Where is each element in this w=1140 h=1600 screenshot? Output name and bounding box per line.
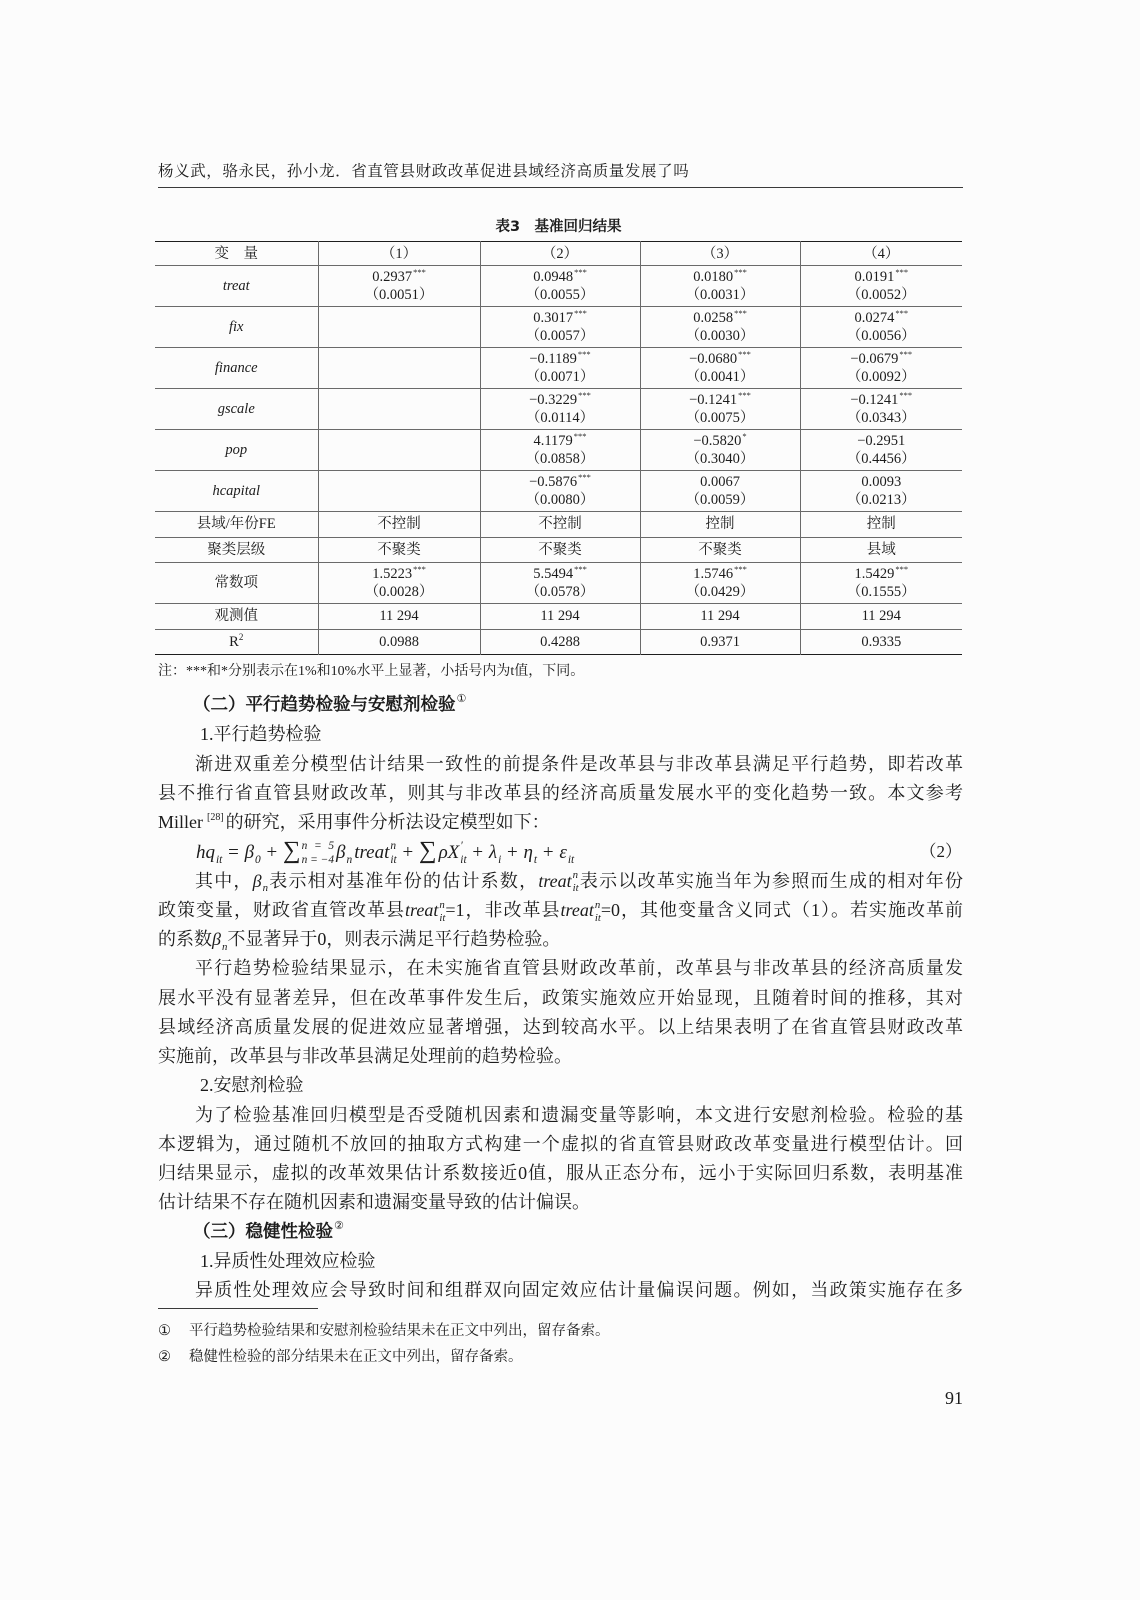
table-cell [640, 266, 800, 307]
subscript: it [460, 854, 467, 867]
table-row [155, 266, 962, 307]
page-number: 91 [945, 1388, 963, 1408]
table-note: 注：***和*分别表示在1%和10%水平上显著，小括号内为t值，下同。 [158, 664, 585, 679]
math-scripts [302, 840, 334, 867]
significance-stars: *** [734, 267, 747, 277]
coefficient: 0.0191*** [854, 267, 909, 285]
table-cell: 0.4288 [480, 629, 640, 655]
footnote [158, 1318, 963, 1344]
row-label: 聚类层级 [155, 537, 318, 563]
citation-ref: [28] [207, 812, 224, 823]
math-symbol [196, 841, 223, 867]
math-variable: treat [560, 899, 594, 920]
row-label: gscale [155, 389, 318, 430]
coefficient: 0.0258*** [693, 308, 747, 326]
regression-table [155, 241, 962, 655]
text-run: =0，其他变量含义同式（1）。若实施改革前 [600, 899, 963, 920]
math-variable: hq [196, 841, 215, 863]
significance-stars: *** [899, 390, 913, 400]
table-cell [800, 563, 962, 604]
coefficient: 0.2937*** [372, 267, 426, 285]
row-label: $R^2$ [155, 629, 318, 655]
subscript: it [439, 911, 446, 924]
header-rule [158, 187, 963, 188]
table-row [155, 430, 962, 471]
text-run: + [397, 841, 418, 863]
coefficient: −0.1241*** [689, 390, 751, 408]
significance-stars: *** [578, 472, 591, 482]
subscript: it [567, 854, 575, 867]
row-label: pop [155, 430, 318, 471]
table-cell [480, 307, 640, 348]
paragraph-line: 县域经济高质量发展的促进效应显著增强，达到较高水平。以上结果表明了在省直管县财政改革 [158, 1016, 963, 1037]
standard-error: （0.0071） [525, 369, 595, 385]
math-variable: β [212, 929, 221, 949]
standard-error: （0.0051） [364, 287, 434, 303]
significance-stars: *** [738, 349, 751, 359]
standard-error: （0.0858） [525, 451, 595, 467]
paragraph-line: 异质性处理效应会导致时间和组群双向固定效应估计量偏误问题。例如，当政策实施存在多 [195, 1280, 963, 1300]
table-cell [640, 430, 800, 471]
table-cell: 11 294 [640, 604, 800, 630]
table-cell: 11 294 [800, 604, 962, 630]
subscript: 0 [255, 854, 261, 867]
standard-error: （0.0052） [846, 287, 916, 303]
table-row [155, 629, 962, 655]
subscript: it [216, 854, 223, 867]
standard-error: （0.0092） [846, 369, 916, 385]
significance-stars: * [742, 431, 747, 441]
section-heading [158, 1218, 963, 1247]
standard-error: （0.0030） [685, 328, 755, 344]
standard-error: （0.0080） [525, 492, 595, 508]
significance-stars: *** [574, 564, 587, 574]
subsection-heading: 1.异质性处理效应检验 [200, 1250, 376, 1271]
math-symbol [438, 840, 467, 867]
table-cell [318, 471, 480, 512]
summation-sign: ∑ [418, 836, 437, 864]
table-cell [800, 471, 962, 512]
subsection-heading: 1.平行趋势检验 [200, 724, 322, 745]
math-scripts [347, 840, 353, 867]
math-variable: β [252, 870, 262, 891]
coefficient: −0.5820* [693, 431, 747, 449]
coefficient: 0.0948*** [533, 267, 587, 285]
table-row [155, 512, 962, 538]
text-run: =1，非改革县 [445, 899, 561, 920]
math-symbol [488, 841, 502, 867]
superscript [498, 840, 501, 854]
significance-stars: *** [577, 349, 591, 359]
superscript [347, 840, 353, 854]
superscript [568, 840, 574, 854]
standard-error: （0.0059） [685, 492, 755, 508]
standard-error: （0.0031） [685, 287, 755, 303]
standard-error: （0.1555） [846, 584, 916, 600]
significance-stars: *** [899, 349, 913, 359]
math-variable: treat [354, 841, 390, 863]
text-run: = [223, 841, 244, 863]
paragraph-line: 渐进双重差分模型估计结果一致性的前提条件是改革县与非改革县满足平行趋势，即若改革 [195, 753, 963, 774]
coefficient: 4.1179*** [533, 431, 587, 449]
table-cell: 县域 [800, 537, 962, 563]
subscript: it [594, 911, 601, 924]
text-run: 不显著异于0，则表示满足平行趋势检验。 [227, 929, 561, 949]
row-label: finance [155, 348, 318, 389]
paragraph-line [158, 808, 963, 837]
math-scripts [498, 840, 501, 867]
subscript: t [533, 854, 538, 867]
superscript [216, 840, 222, 854]
table-row [155, 348, 962, 389]
table-cell: 控制 [640, 512, 800, 538]
table-row [155, 389, 962, 430]
footnote-text: 平行趋势检验结果和安慰剂检验结果未在正文中列出，留存备索。 [189, 1323, 610, 1339]
standard-error: （0.4456） [846, 451, 916, 467]
paragraph-line [158, 925, 963, 954]
table-cell [800, 348, 962, 389]
standard-error: （0.0056） [846, 328, 916, 344]
subscript: n = −4 [301, 854, 335, 867]
standard-error: （0.0055） [525, 287, 595, 303]
superscript [255, 840, 261, 854]
coefficient: 0.0180*** [693, 267, 747, 285]
table-cell [480, 563, 640, 604]
footnote-ref: ② [334, 1218, 344, 1232]
text-run: 的研究，采用事件分析法设定模型如下： [225, 812, 550, 832]
table-cell: 不聚类 [640, 537, 800, 563]
math-variable: β [336, 841, 346, 863]
math-variable: ρX [438, 841, 460, 863]
table-cell [480, 471, 640, 512]
math-scripts [390, 840, 396, 867]
subscript: n [262, 882, 269, 895]
table-cell [318, 563, 480, 604]
table-cell: 11 294 [480, 604, 640, 630]
paragraph-line: 平行趋势检验结果显示，在未实施省直管县财政改革前，改革县与非改革县的经济高质量发 [195, 958, 963, 979]
math-scripts [216, 840, 222, 867]
table-cell [318, 266, 480, 307]
superscript: n [572, 869, 579, 882]
table-cell [640, 348, 800, 389]
column-header: （3） [640, 242, 800, 266]
subscript: it [390, 854, 397, 867]
text-run: + [467, 841, 488, 863]
footnote-mark: ② [158, 1349, 171, 1365]
summation [418, 836, 437, 864]
standard-error: （0.0213） [846, 492, 916, 508]
table-row [155, 604, 962, 630]
standard-error: （0.0057） [525, 328, 595, 344]
table-cell [318, 348, 480, 389]
significance-stars: *** [895, 308, 909, 318]
section-heading-text: （三）稳健性检验 [193, 1221, 333, 1242]
footnote [158, 1344, 963, 1370]
standard-error: （0.0075） [685, 410, 755, 426]
math-symbol [336, 841, 353, 867]
paragraph-line: 归结果显示，虚拟的改革效果估计系数接近0值，服从正态分布，远小于实际回归系数，表明基准 [158, 1163, 963, 1183]
math-symbol [354, 840, 397, 867]
table-cell [480, 389, 640, 430]
coefficient: −0.0679*** [850, 349, 913, 367]
superscript: n [594, 898, 601, 911]
text-run: + [538, 841, 559, 863]
standard-error: （0.0028） [364, 584, 434, 600]
coefficient: 0.0067 [700, 474, 740, 490]
significance-stars: *** [413, 564, 426, 574]
text-run: 政策变量，财政省直管改革县 [158, 899, 406, 920]
subsection-heading: 2.安慰剂检验 [200, 1075, 304, 1096]
equation [195, 836, 575, 868]
row-label: 观测值 [155, 604, 318, 630]
footnotes [158, 1318, 963, 1370]
math-variable: β [244, 841, 255, 863]
coefficient: 0.0274*** [854, 308, 909, 326]
table-cell [800, 266, 962, 307]
subscript: i [498, 854, 502, 867]
math-symbol [212, 929, 228, 953]
table-cell: 0.9371 [640, 629, 800, 655]
subscript: n [346, 854, 353, 867]
paragraph-line [158, 896, 963, 925]
section-heading [158, 691, 963, 720]
footnote-ref: ① [456, 692, 467, 705]
superscript: n = 5 [301, 840, 335, 853]
table-cell [640, 563, 800, 604]
math-symbol [538, 869, 579, 895]
coefficient: 5.5494*** [533, 564, 587, 582]
paragraph-line: 为了检验基准回归模型是否受随机因素和遗漏变量等影响，本文进行安慰剂检验。检验的基 [195, 1104, 963, 1125]
coefficient: −0.0680*** [689, 349, 751, 367]
superscript: n [439, 898, 445, 911]
variable-header: 变 量 [214, 245, 258, 262]
coefficient: −0.3229*** [529, 390, 591, 408]
table-body [155, 242, 962, 655]
paragraph-line: 本逻辑为，通过随机不放回的抽取方式构建一个虚拟的省直管县财政改革变量进行模型估计。回 [158, 1133, 963, 1154]
table-cell: 不控制 [480, 512, 640, 538]
row-label: fix [155, 307, 318, 348]
table-cell: 0.9335 [800, 629, 962, 655]
text-run: + [502, 841, 523, 863]
footnote-rule [158, 1308, 318, 1309]
significance-stars: *** [895, 564, 909, 574]
math-variable: η [523, 841, 533, 863]
math-symbol [560, 898, 601, 924]
text-run: 表示相对基准年份的估计系数， [268, 870, 539, 891]
superscript: ′ [460, 840, 463, 853]
coefficient: 1.5429*** [854, 564, 909, 582]
footnote-text: 稳健性检验的部分结果未在正文中列出，留存备索。 [189, 1349, 523, 1365]
table-row [155, 471, 962, 512]
table-cell [640, 389, 800, 430]
table-cell: 不聚类 [480, 537, 640, 563]
table-cell [318, 430, 480, 471]
math-scripts [460, 840, 466, 867]
table-row [155, 537, 962, 563]
equation-number: （2） [919, 842, 962, 862]
math-scripts [255, 840, 261, 867]
coefficient: −0.1189*** [529, 349, 591, 367]
paragraph-line: 估计结果不存在随机因素和遗漏变量导致的估计偏误。 [158, 1192, 590, 1213]
significance-stars: *** [573, 431, 587, 441]
significance-stars: *** [734, 308, 747, 318]
column-header: （2） [480, 242, 640, 266]
row-label: 常数项 [155, 563, 318, 604]
significance-stars: *** [734, 564, 747, 574]
label-superscript: 2 [238, 631, 244, 642]
significance-stars: *** [578, 390, 591, 400]
superscript: n [390, 840, 397, 853]
standard-error: （0.0578） [525, 584, 595, 600]
table-row [155, 563, 962, 604]
table-cell: 0.0988 [318, 629, 480, 655]
running-head: 杨义武，骆永民，孙小龙．省直管县财政改革促进县域经济高质量发展了吗 [158, 163, 690, 180]
math-variable: ε [559, 841, 567, 863]
coefficient: 0.3017*** [533, 308, 587, 326]
superscript [534, 840, 537, 854]
math-symbol [405, 898, 446, 924]
text-run: Miller [158, 812, 203, 832]
paragraph-line: 县不推行省直管县财政改革，则其与非改革县的经济高质量发展水平的变化趋势一致。本文参考 [158, 782, 963, 803]
table-cell: 不控制 [318, 512, 480, 538]
significance-stars: *** [574, 308, 587, 318]
coefficient: −0.2951 [857, 433, 906, 449]
math-scripts [534, 840, 537, 867]
math-symbol [252, 870, 269, 895]
table-caption: 表3 基准回归结果 [495, 219, 622, 235]
table-cell [800, 430, 962, 471]
column-header: （1） [318, 242, 480, 266]
standard-error: （0.3040） [685, 451, 755, 467]
paragraph-line [158, 867, 963, 896]
column-header: （4） [800, 242, 962, 266]
table-cell: 控制 [800, 512, 962, 538]
table-row [155, 307, 962, 348]
row-label: hcapital [155, 471, 318, 512]
paragraph-line: 展水平没有显著差异，但在改革事件发生后，政策实施效应开始显现，且随着时间的推移，其对 [158, 987, 963, 1008]
table-cell [640, 471, 800, 512]
coefficient: 1.5223*** [372, 564, 426, 582]
standard-error: （0.0041） [685, 369, 755, 385]
row-label: treat [155, 266, 318, 307]
table-header-row [155, 242, 962, 266]
section-heading-text: （二）平行趋势检验与安慰剂检验 [193, 695, 456, 715]
significance-stars: *** [895, 267, 909, 277]
math-scripts [568, 840, 574, 867]
table-cell: 11 294 [318, 604, 480, 630]
math-variable: treat [405, 899, 439, 920]
significance-stars: *** [574, 267, 587, 277]
table-cell [800, 389, 962, 430]
table-cell: 不聚类 [318, 537, 480, 563]
table-cell [318, 389, 480, 430]
coefficient: −0.1241*** [850, 390, 913, 408]
coefficient: 0.0093 [861, 474, 902, 490]
row-label: 县域/年份FE [155, 512, 318, 538]
table-cell [480, 266, 640, 307]
table-cell [480, 348, 640, 389]
footnote-mark: ① [158, 1323, 171, 1339]
table-cell [318, 307, 480, 348]
math-variable: λ [488, 841, 498, 863]
text-run: 其中， [195, 870, 253, 891]
text-run: + [261, 841, 282, 863]
summation [282, 836, 335, 867]
significance-stars: *** [738, 390, 751, 400]
standard-error: （0.0114） [525, 410, 595, 426]
significance-stars: *** [413, 267, 426, 277]
table-cell [480, 430, 640, 471]
math-symbol [244, 841, 261, 867]
table-cell [640, 307, 800, 348]
standard-error: （0.0429） [685, 584, 755, 600]
table-cell [800, 307, 962, 348]
text-run: 表示以改革实施当年为参照而生成的相对年份 [578, 870, 963, 891]
math-variable: treat [538, 870, 572, 891]
summation-sign: ∑ [282, 836, 301, 864]
subscript: n [221, 940, 228, 953]
text-run: 的系数 [158, 929, 212, 949]
coefficient: −0.5876*** [529, 472, 591, 490]
standard-error: （0.0343） [846, 410, 916, 426]
body-text [158, 691, 963, 1305]
paragraph-line: 实施前，改革县与非改革县满足处理前的趋势检验。 [158, 1046, 572, 1066]
coefficient: 1.5746*** [693, 564, 747, 582]
math-symbol [523, 841, 538, 867]
equation-line [158, 837, 963, 866]
math-symbol [559, 841, 575, 867]
subscript: it [572, 882, 579, 895]
